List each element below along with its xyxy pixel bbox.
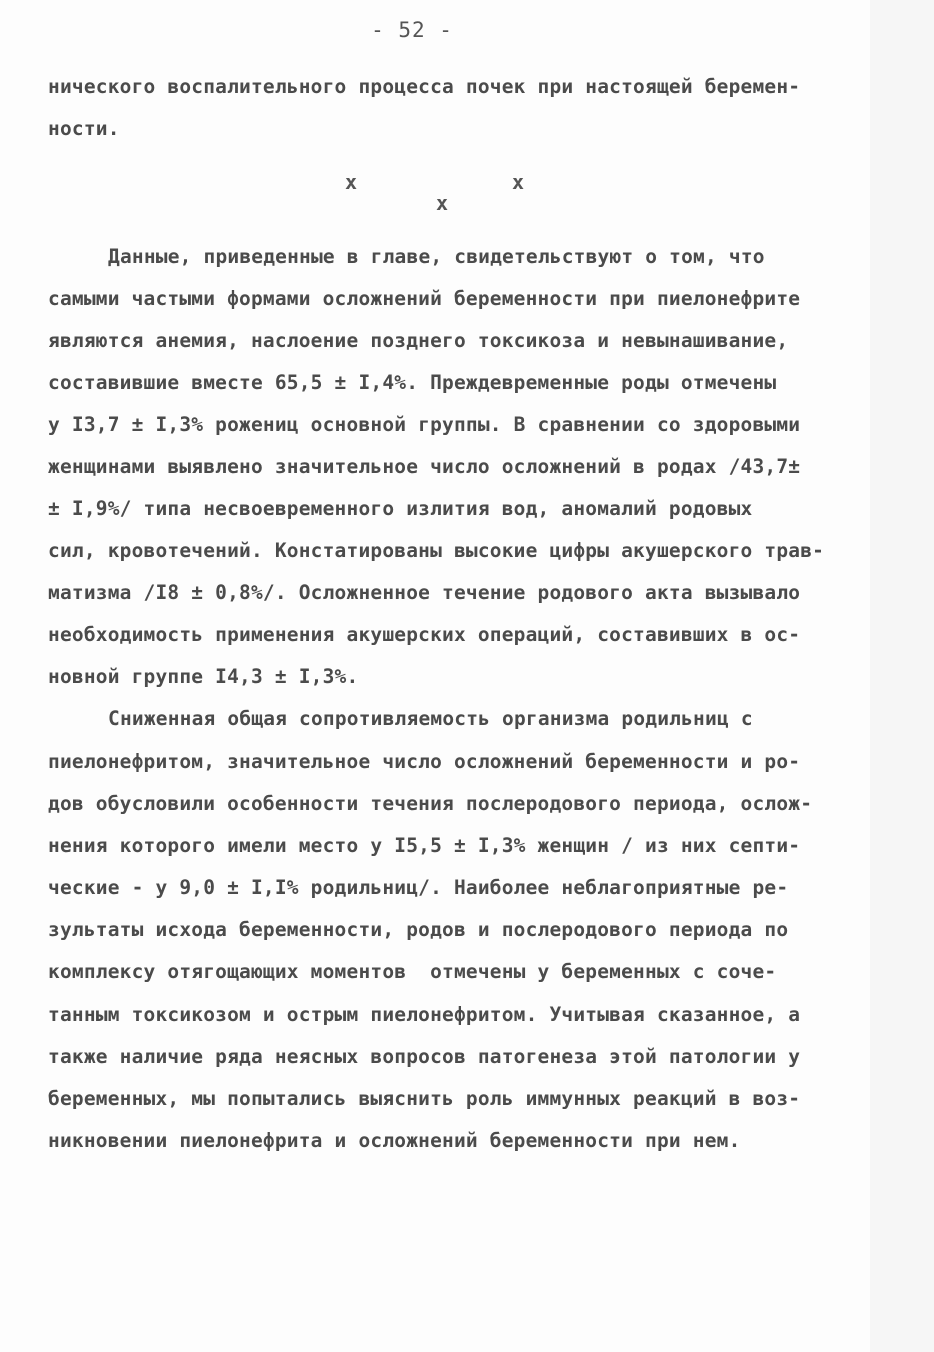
paragraph1-line-9: матизма /I8 ± 0,8%/. Осложненное течение родового акта вызывало <box>48 581 801 604</box>
paragraph2-line-3: дов обусловили особенности течения послеродового периода, ослож- <box>48 792 813 815</box>
paragraph2-line-11: никновении пиелонефрита и осложнений беременности при нем. <box>48 1129 741 1152</box>
paragraph1-line-10: необходимость применения акушерских операций, составивших в ос- <box>48 623 801 646</box>
paragraph2-line-8: танным токсикозом и острым пиелонефритом. Учитывая сказанное, а <box>48 1003 801 1026</box>
paragraph1-line-6: женщинами выявлено значительное число осложнений в родах /43,7± <box>48 455 801 478</box>
paragraph1-line-3: являются анемия, наслоение позднего токсикоза и невынашивание, <box>48 329 789 352</box>
page-margin-shadow <box>870 0 934 1352</box>
paragraph1-line-7: ± I,9%/ типа несвоевременного излития вод, аномалий родовых <box>48 497 753 520</box>
paragraph1-line-1: Данные, приведенные в главе, свидетельствуют о том, что <box>108 245 765 268</box>
page-number: - 52 - <box>371 18 453 42</box>
intro-line-2: ности. <box>48 117 120 140</box>
paragraph2-line-7: комплексу отягощающих моментов отмечены у беременных с соче- <box>48 960 777 983</box>
paragraph1-line-5: у I3,7 ± I,3% рожениц основной группы. В сравнении со здоровыми <box>48 413 801 436</box>
paragraph1-line-8: сил, кровотечений. Констатированы высокие цифры акушерского трав- <box>48 539 825 562</box>
paragraph2-line-4: нения которого имели место у I5,5 ± I,3% женщин / из них септи- <box>48 834 801 857</box>
separator-mark-1: x <box>345 170 358 194</box>
paragraph2-line-1: Сниженная общая сопротивляемость организма родильниц с <box>108 707 753 730</box>
paragraph2-line-6: зультаты исхода беременности, родов и послеродового периода по <box>48 918 789 941</box>
separator-mark-3: x <box>436 191 449 215</box>
paragraph2-line-5: ческие - у 9,0 ± I,I% родильниц/. Наиболее неблагоприятные ре- <box>48 876 789 899</box>
paragraph1-line-11: новной группе I4,3 ± I,3%. <box>48 665 359 688</box>
intro-line-1: ническoго воспалительного процесса почек при настоящей беремен- <box>48 75 801 98</box>
paragraph2-line-10: беременных, мы попытались выяснить роль иммунных реакций в воз- <box>48 1087 801 1110</box>
paragraph1-line-4: составившие вместе 65,5 ± I,4%. Преждевременные роды отмечены <box>48 371 777 394</box>
paragraph1-line-2: самыми частыми формами осложнений беременности при пиелонефрите <box>48 287 801 310</box>
paragraph2-line-9: также наличие ряда неясных вопросов патогенеза этой патологии у <box>48 1045 801 1068</box>
separator-mark-2: x <box>512 170 525 194</box>
paragraph2-line-2: пиелонефритом, значительное число осложнений беременности и ро- <box>48 750 801 773</box>
